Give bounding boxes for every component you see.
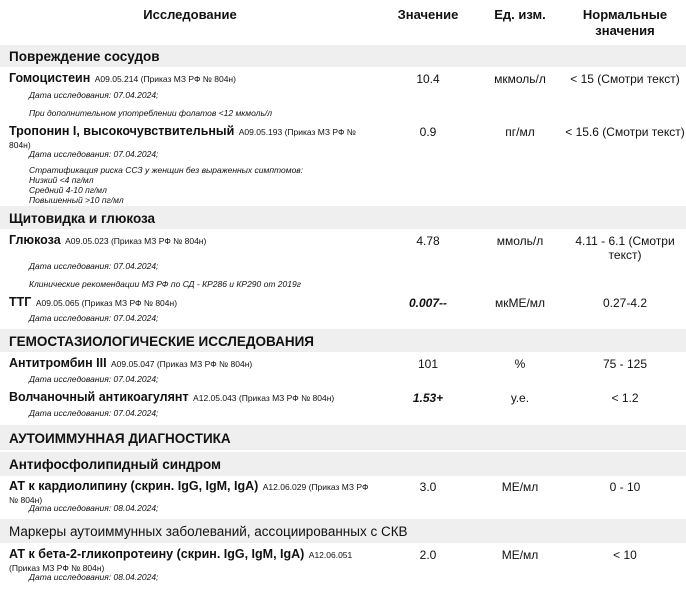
test-homocysteine [9,72,379,85]
test-name: ТТГ [9,295,32,309]
section-title: ГЕМОСТАЗИОЛОГИЧЕСКИЕ ИССЛЕДОВАНИЯ [9,334,314,349]
test-code: A12.06.051 (Приказ МЗ РФ № 804н) [9,550,353,573]
test-name: Гомоцистеин [9,71,91,85]
norm-cardiolipin: 0 - 10 [609,480,641,494]
date-antithrombin: Дата исследования: 07.04.2024; [29,374,159,384]
value-glucose: 4.78 [416,234,440,248]
value-tsh: 0.007-- [408,296,448,310]
section-autoimmune [0,425,686,450]
unit-troponin: пг/мл [505,125,535,139]
note-troponin-4: Повышенный >10 пг/мл [29,195,124,205]
test-name: Антитромбин III [9,356,107,370]
unit-cardiolipin: МЕ/мл [501,480,539,494]
unit-b2gp: МЕ/мл [501,548,539,562]
unit-glucose: ммоль/л [496,234,544,248]
test-name: Глюкоза [9,233,61,247]
value-lupus: 1.53+ [412,391,444,405]
value-troponin: 0.9 [419,125,437,139]
test-code: A09.05.065 (Приказ МЗ РФ № 804н) [35,298,178,308]
norm-homocysteine: < 15 (Смотри текст) [570,72,680,86]
value-cardiolipin: 3.0 [419,480,437,494]
test-b2gp [9,548,379,574]
norm-tsh: 0.27-4.2 [602,296,648,310]
test-code: A09.05.047 (Приказ МЗ РФ № 804н) [111,359,253,369]
header-test: Исследование [143,7,237,22]
test-antithrombin [9,357,379,370]
date-lupus: Дата исследования: 07.04.2024; [29,408,159,418]
unit-homocysteine: мкмоль/л [494,72,546,86]
date-glucose: Дата исследования: 07.04.2024; [29,261,159,271]
test-glucose [9,234,379,247]
subsection-aps [0,452,686,476]
test-name: АТ к бета-2-гликопротеину (скрин. IgG, IgM, IgA) [9,547,305,561]
section-title: АУТОИММУННАЯ ДИАГНОСТИКА [9,431,231,446]
date-cardiolipin: Дата исследования: 08.04.2024; [29,503,159,513]
test-name: АТ к кардиолипину (скрин. IgG, IgM, IgA) [9,479,259,493]
norm-antithrombin: 75 - 125 [602,357,648,371]
norm-glucose: 4.11 - 6.1 (Смотри текст) [575,234,675,262]
test-code: A09.05.193 (Приказ МЗ РФ № 804н) [9,127,356,150]
date-b2gp: Дата исследования: 08.04.2024; [29,572,159,582]
norm-lupus: < 1.2 [611,391,639,405]
test-tsh [9,296,379,309]
test-lupus [9,391,379,404]
test-code: A09.05.214 (Приказ МЗ РФ № 804н) [94,74,236,84]
test-code: A12.06.029 (Приказ МЗ РФ № 804н) [9,482,369,505]
header-norm: Нормальные значения [582,7,668,38]
section-title: Маркеры аутоиммунных заболеваний, ассоциированных с СКВ [9,524,408,539]
note-glucose: Клинические рекомендации МЗ РФ по СД - КР286 и КР290 от 2019г [29,279,301,289]
header-value: Значение [397,7,459,22]
test-code: A12.05.043 (Приказ МЗ РФ № 804н) [193,393,335,403]
norm-troponin: < 15.6 (Смотри текст) [565,125,685,139]
section-title: Повреждение сосудов [9,49,160,64]
section-title: Щитовидка и глюкоза [9,211,156,226]
date-homocysteine: Дата исследования: 07.04.2024; [29,90,159,100]
test-code: A09.05.023 (Приказ МЗ РФ № 804н) [65,236,207,246]
norm-b2gp: < 10 [613,548,637,562]
value-homocysteine: 10.4 [416,72,440,86]
date-tsh: Дата исследования: 07.04.2024; [29,313,159,323]
value-antithrombin: 101 [417,357,439,371]
test-name: Тропонин I, высокочувствительный [9,124,235,138]
section-hemostasis [0,329,686,352]
subsection-sle [0,519,686,543]
header-unit: Ед. изм. [494,7,546,22]
note-homocysteine: При дополнительном употреблении фолатов <12 мкмоль/л [29,108,273,118]
note-troponin-3: Средний 4-10 пг/мл [29,185,107,195]
section-thyroid [0,206,686,229]
unit-lupus: у.е. [510,391,530,405]
date-troponin: Дата исследования: 07.04.2024; [29,149,159,159]
unit-antithrombin: % [514,357,526,371]
unit-tsh: мкМЕ/мл [494,296,546,310]
note-troponin-2: Низкий <4 пг/мл [29,175,94,185]
value-b2gp: 2.0 [419,548,437,562]
section-title: Антифосфолипидный синдром [9,457,222,472]
test-name: Волчаночный антикоагулянт [9,390,189,404]
test-troponin [9,125,379,151]
section-vascular [0,45,686,67]
note-troponin-1: Стратификация риска ССЗ у женщин без выраженных симптомов: [29,165,304,175]
